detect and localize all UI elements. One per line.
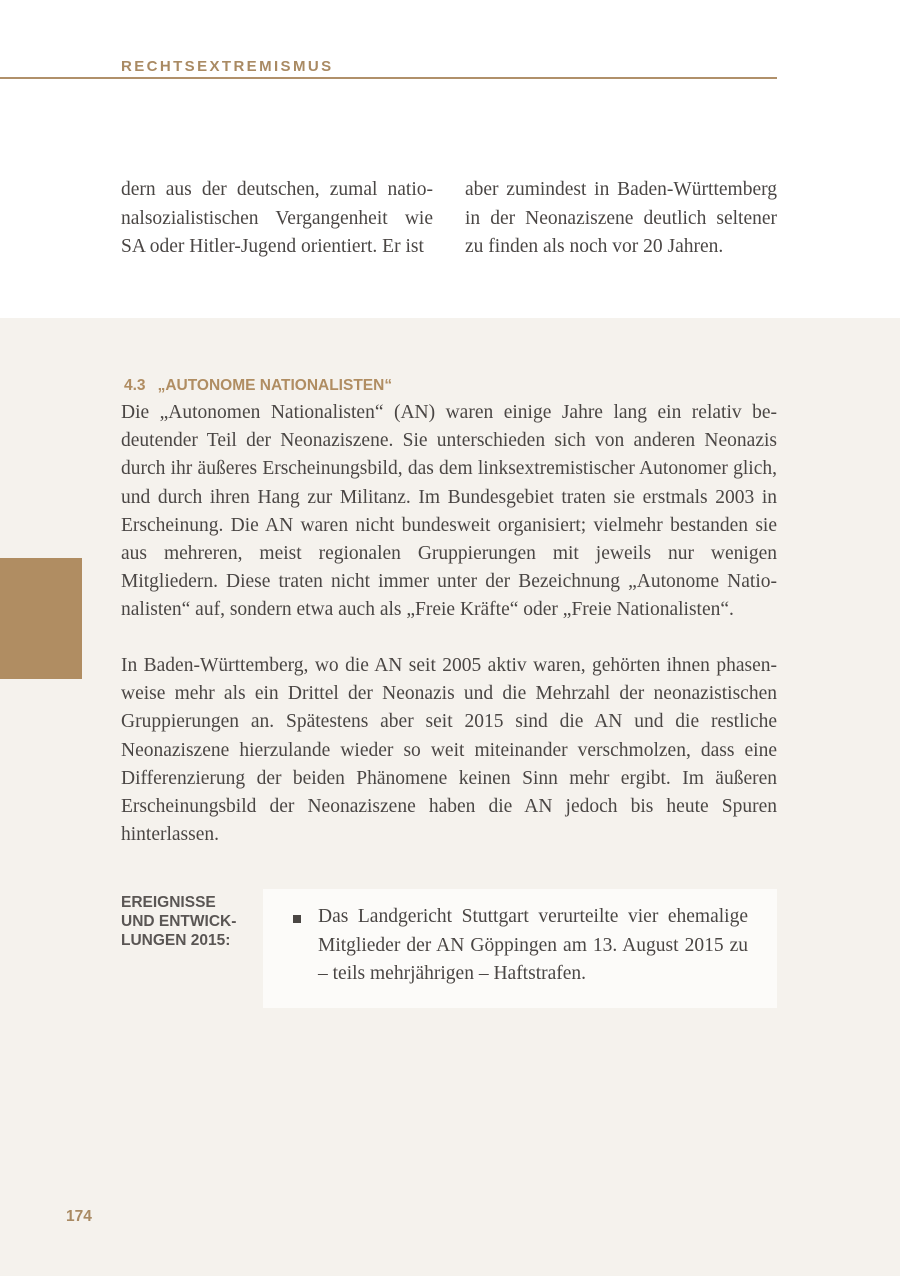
section-paragraph-1: Die „Autonomen Nationalisten“ (AN) waren einige Jahre lang ein relativ bedeutender Teil der Neonaziszene. Sie unterschieden sich von anderen Neonazis durch ihr äußeres Erscheinungsbild, das dem linksextremistischer Autonomer glich, und durch ihren Hang zur Militanz. Im Bundesgebiet traten sie erstmals 2003 in Erscheinung. Die AN waren nicht bundesweit organisiert; vielmehr bestanden sie aus mehreren, meist regionalen Gruppierungen mit jeweils nur wenigen Mitgliedern. Diese traten nicht immer unter der Bezeichnung „Autonome Nationalisten“ auf, sondern etwa auch als „Freie Kräfte“ oder „Freie Nationalisten“. <box>121 402 777 621</box>
bullet-square-icon <box>293 915 301 923</box>
events-label: EREIGNISSE UND ENTWICK- LUNGEN 2015: <box>121 894 237 949</box>
section-paragraph-2: In Baden-Württemberg, wo die AN seit 2005 aktiv waren, gehörten ihnen phasenweise mehr als ein Drittel der Neonazis und die Mehrzahl der neonazistischen Gruppierungen an. Spätestens aber seit 2015 sind die AN und die restliche Neonaziszene hierzulande wieder so weit miteinander verschmolzen, dass eine Differenzierung der beiden Phänomene keinen Sinn mehr ergibt. Im äußeren Erscheinungsbild der Neonaziszene haben die AN jedoch bis heute Spuren hinterlassen. <box>121 655 777 846</box>
header-divider <box>0 77 777 79</box>
page-number: 174 <box>66 1208 92 1225</box>
intro-right-column: aber zumindest in Baden-Württemberg in der Neonaziszene deutlich seltener zu finden als noch vor 20 Jahren. <box>465 179 777 257</box>
section-heading <box>124 377 392 395</box>
section-number: 4.3 <box>124 377 146 394</box>
running-header-title: RECHTSEXTREMISMUS <box>121 58 334 75</box>
intro-columns <box>121 176 777 262</box>
chapter-side-tab <box>0 558 82 679</box>
section-title: „AUTONOME NATIONALISTEN“ <box>157 377 393 394</box>
events-box <box>263 889 777 1008</box>
events-list-item: Das Landgericht Stuttgart verurteilte vier ehemalige Mitglieder der AN Göppingen am 13. August 2015 zu – teils mehrjährigen – Haftstrafen. <box>318 906 748 984</box>
intro-left-column: dern aus der deutschen, zumal nationalsozialistischen Vergangenheit wie SA oder Hitler-Jugend orientiert. Er ist <box>121 179 433 257</box>
